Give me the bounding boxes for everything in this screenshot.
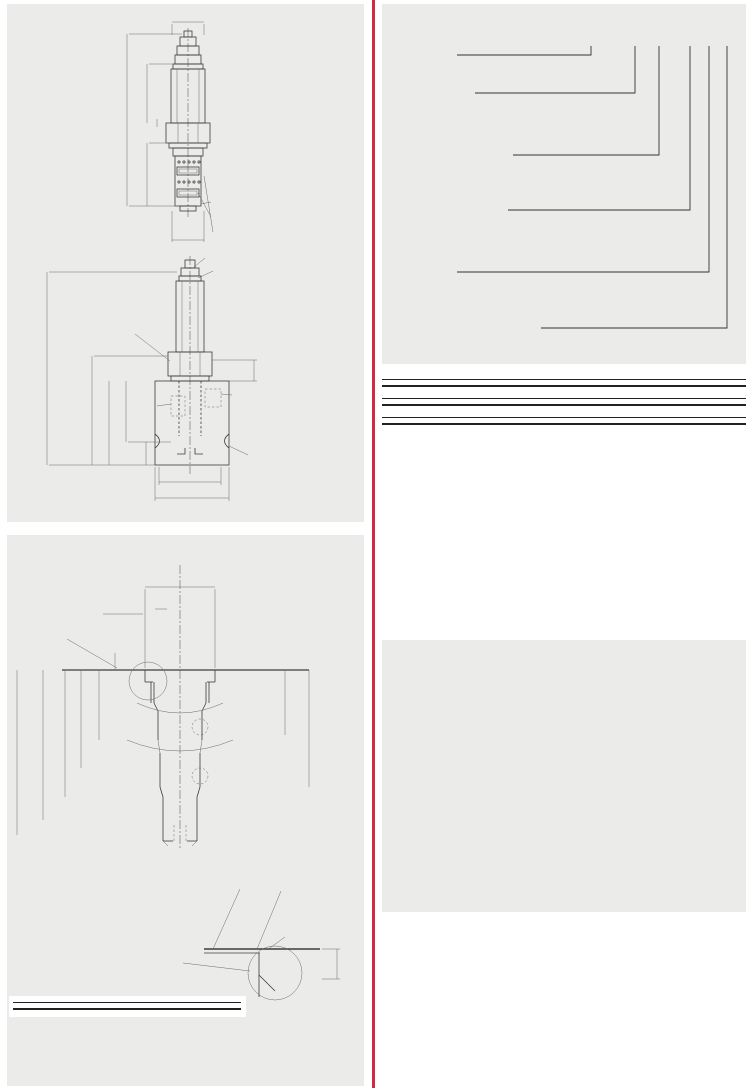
column-header bbox=[619, 380, 746, 387]
dimension-drawing bbox=[7, 4, 364, 522]
pressure-flow-chart bbox=[382, 640, 746, 912]
rohranschluss-table bbox=[382, 398, 746, 406]
dichtsaetze-table bbox=[382, 417, 746, 425]
column-header bbox=[13, 1003, 150, 1009]
einbauraum-section bbox=[7, 535, 364, 1086]
formbohrwerkzeuge-table bbox=[13, 1003, 241, 1010]
valve-cartridge-dimensions bbox=[127, 22, 213, 278]
column-header bbox=[150, 1003, 241, 1009]
parts-tables bbox=[382, 376, 746, 425]
valve-housing-dimensions bbox=[47, 272, 257, 501]
column-header bbox=[382, 380, 619, 387]
column-divider bbox=[372, 0, 375, 1088]
dichtsaetze-block bbox=[382, 417, 746, 425]
valve-housing-outline bbox=[155, 256, 229, 474]
formbohrwerkzeuge-panel bbox=[9, 996, 246, 1017]
valve-cartridge-outline bbox=[166, 28, 210, 218]
kennlinie-section bbox=[382, 640, 746, 912]
code-connector-lines bbox=[382, 4, 746, 364]
standard-table bbox=[382, 379, 746, 387]
detail-x-drawing bbox=[183, 889, 340, 1000]
standard-block bbox=[382, 379, 746, 387]
typenschluessel-section bbox=[382, 4, 746, 364]
rohranschluss-block bbox=[382, 398, 746, 406]
abmessungen-section bbox=[7, 4, 364, 522]
